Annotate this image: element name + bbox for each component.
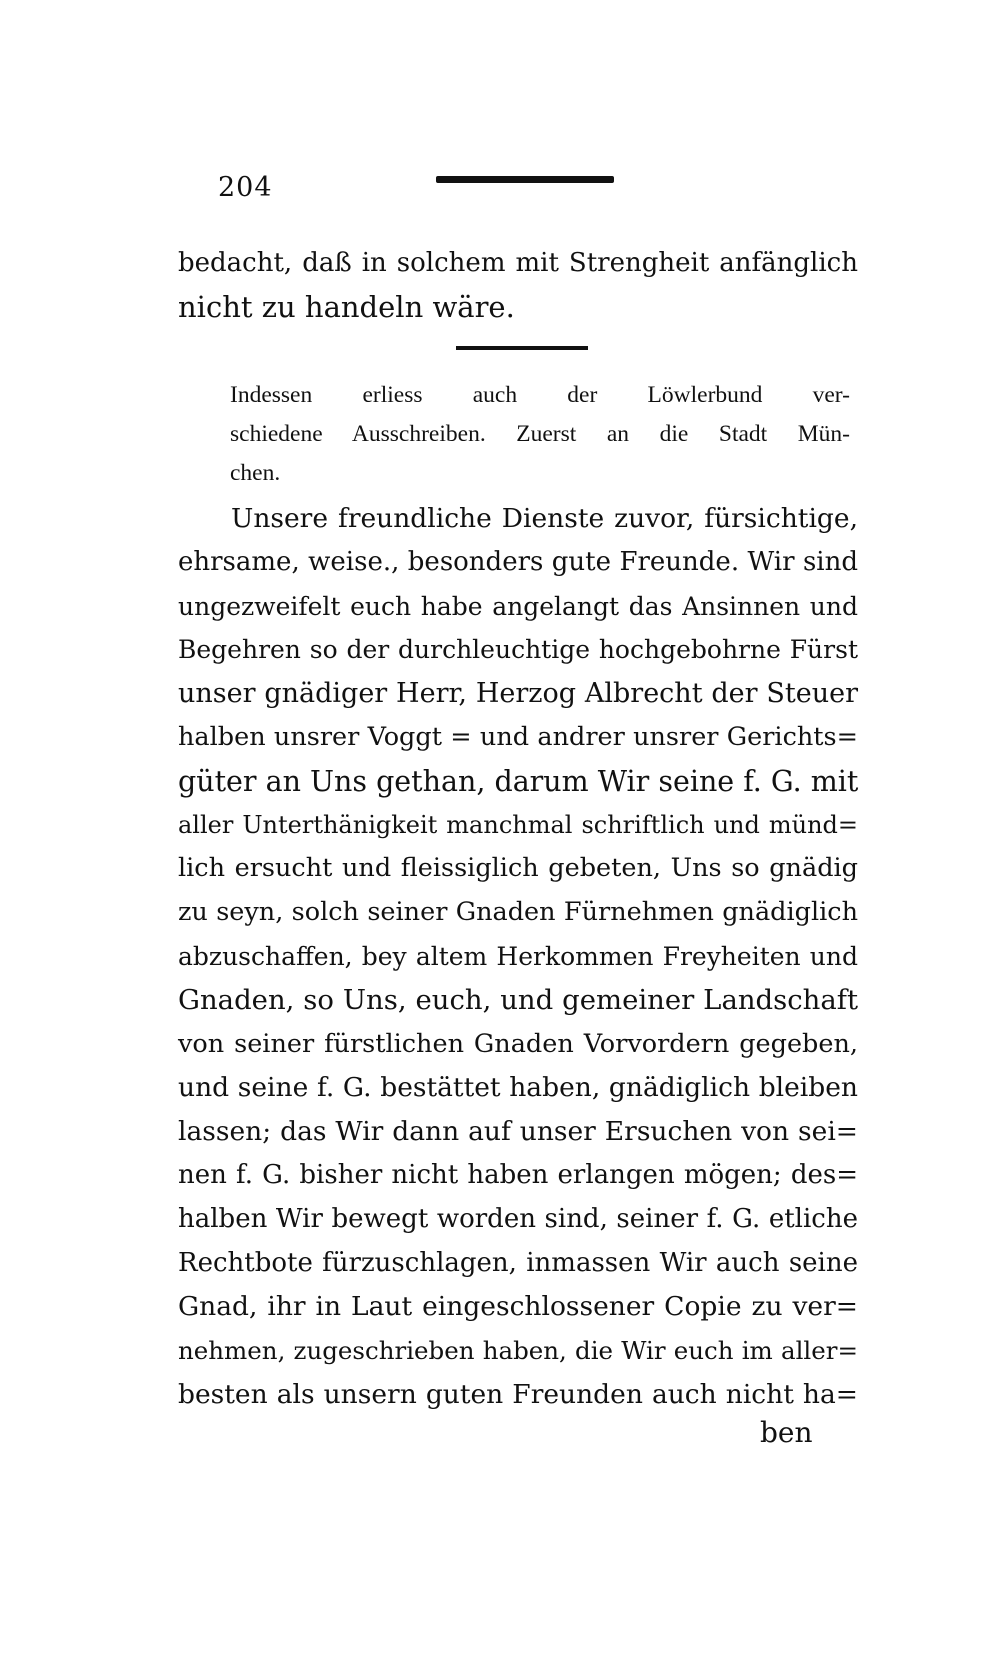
text-line: besten als unsern guten Freunden auch nicht ha= — [178, 1378, 858, 1410]
text-line: Unsere freundliche Dienste zuvor, fürsichtige, — [231, 503, 858, 534]
paragraph-continuation — [178, 242, 858, 330]
text-line: nehmen, zugeschrieben haben, die Wir euch im aller= — [178, 1336, 858, 1366]
letter-text — [178, 497, 858, 1417]
editorial-note — [230, 376, 850, 493]
text-line: bedacht, daß in solchem mit Strengheit anfänglich — [178, 248, 858, 278]
section-rule — [456, 346, 588, 350]
text-line: halben unsrer Voggt = und andrer unsrer Gerichts= — [178, 721, 858, 752]
catchword: ben — [760, 1416, 813, 1449]
text-line: nen f. G. bisher nicht haben erlangen mögen; des= — [178, 1159, 858, 1190]
text-line: zu seyn, solch seiner Gnaden Fürnehmen gnädiglich — [178, 897, 858, 928]
text-line: Indessen erliess auch der Löwlerbund ver- — [230, 382, 850, 408]
header-rule — [436, 176, 614, 183]
text-line: ungezweifelt euch habe angelangt das Ansinnen und — [178, 591, 858, 621]
text-line: abzuschaffen, bey altem Herkommen Freyheiten und — [178, 941, 858, 971]
text-line: nicht zu handeln wäre. — [178, 289, 515, 324]
text-line: lassen; das Wir dann auf unser Ersuchen von sei= — [178, 1116, 858, 1148]
text-line: aller Unterthänigkeit manchmal schriftlich und münd= — [178, 810, 858, 839]
text-line: Gnaden, so Uns, euch, und gemeiner Landschaft — [178, 983, 858, 1016]
text-line: Gnad, ihr in Laut eingeschlossener Copie zu ver= — [178, 1291, 858, 1323]
text-line: schiedene Ausschreiben. Zuerst an die Stadt Mün- — [230, 421, 850, 447]
text-line: ehrsame, weise., besonders gute Freunde. Wir sind — [178, 546, 858, 577]
text-line: halben Wir bewegt worden sind, seiner f. G. etliche — [178, 1203, 858, 1234]
text-line: Rechtbote fürzuschlagen, inmassen Wir auch seine — [178, 1247, 858, 1278]
page-number: 204 — [218, 172, 273, 203]
text-line: unser gnädiger Herr, Herzog Albrecht der Steuer — [178, 678, 858, 710]
text-line: lich ersucht und fleissiglich gebeten, Uns so gnädig — [178, 853, 858, 884]
text-line: güter an Uns gethan, darum Wir seine f. G. mit — [178, 764, 859, 798]
text-line: chen. — [230, 460, 281, 486]
text-line: und seine f. G. bestättet haben, gnädiglich bleiben — [178, 1072, 858, 1104]
text-line: Begehren so der durchleuchtige hochgebohrne Fürst — [178, 635, 858, 665]
text-line: von seiner fürstlichen Gnaden Vorvordern gegeben, — [178, 1028, 858, 1059]
